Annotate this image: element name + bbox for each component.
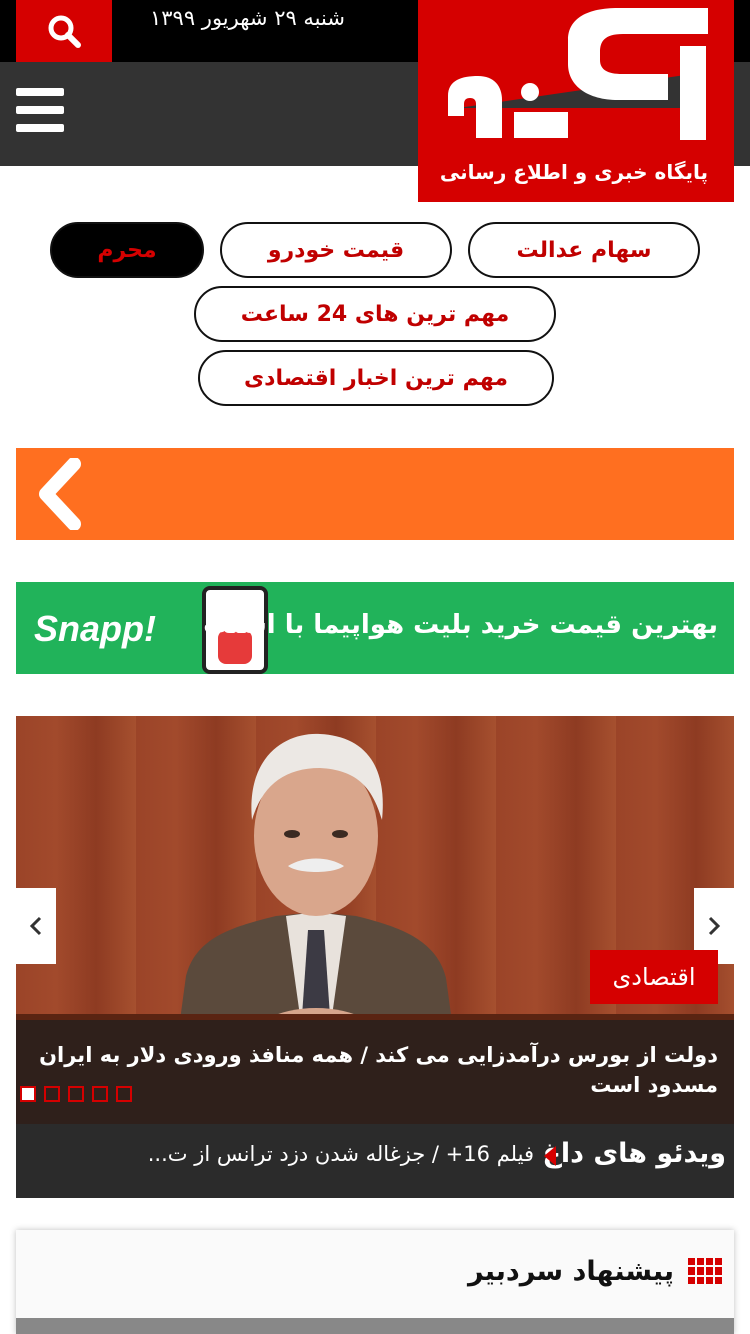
hot-videos-title[interactable]: ویدئو های داغ [542, 1138, 726, 1169]
slider-dot[interactable] [44, 1086, 60, 1102]
logo-tagline: پایگاه خبری و اطلاع رسانی [439, 160, 708, 184]
site-logo[interactable] [418, 0, 734, 202]
tag-car-price[interactable]: قیمت خودرو [220, 222, 452, 278]
snapp-banner-text: بهترین قیمت خرید بلیت هواپیما با اسنپ [203, 610, 718, 640]
hot-video-item[interactable]: فیلم 16+ / جزغاله شدن دزد ترانس از ت... [147, 1142, 534, 1166]
tag-top-economy[interactable]: مهم ترین اخبار اقتصادی [198, 350, 554, 406]
grid-icon [688, 1258, 722, 1284]
snapp-logo: Snapp! [34, 608, 156, 649]
header-date: شنبه ۲۹ شهریور ۱۳۹۹ [150, 6, 345, 30]
tag-sahame-edalat[interactable]: سهام عدالت [468, 222, 700, 278]
chevron-right-icon [707, 915, 721, 937]
slider-dot[interactable] [92, 1086, 108, 1102]
slider-dot[interactable] [116, 1086, 132, 1102]
slider-dots [20, 1086, 132, 1102]
hot-videos-ticker [16, 1124, 734, 1198]
slide-caption-box[interactable] [16, 1020, 734, 1124]
tag-moharram[interactable]: محرم [50, 222, 204, 278]
slide-category-badge[interactable]: اقتصادی [590, 950, 718, 1004]
menu-bar-line [16, 124, 64, 132]
search-button[interactable] [16, 0, 112, 62]
logo-mark-icon [418, 0, 734, 160]
menu-bar-line [16, 106, 64, 114]
slider-dot[interactable] [68, 1086, 84, 1102]
editor-pick-section [16, 1230, 734, 1334]
search-icon [47, 14, 81, 48]
chevron-left-icon [29, 915, 43, 937]
chevron-left-icon [36, 458, 84, 530]
editor-pick-divider [16, 1318, 734, 1334]
tag-top-24h[interactable]: مهم ترین های 24 ساعت [194, 286, 556, 342]
editor-pick-title: پیشنهاد سردبیر [467, 1256, 674, 1287]
caret-left-icon [544, 1146, 556, 1166]
hamburger-menu-button[interactable] [16, 88, 64, 132]
hamburger-menu-icon [16, 88, 64, 96]
orange-ad-banner[interactable] [16, 448, 734, 540]
slide-caption[interactable]: دولت از بورس درآمدزایی می کند / همه منافذ ورودی دلار به ایران مسدود است [39, 1043, 718, 1097]
slider-prev-button[interactable] [16, 888, 56, 964]
slider-dot[interactable] [20, 1086, 36, 1102]
snapp-ad-banner[interactable] [16, 582, 734, 674]
